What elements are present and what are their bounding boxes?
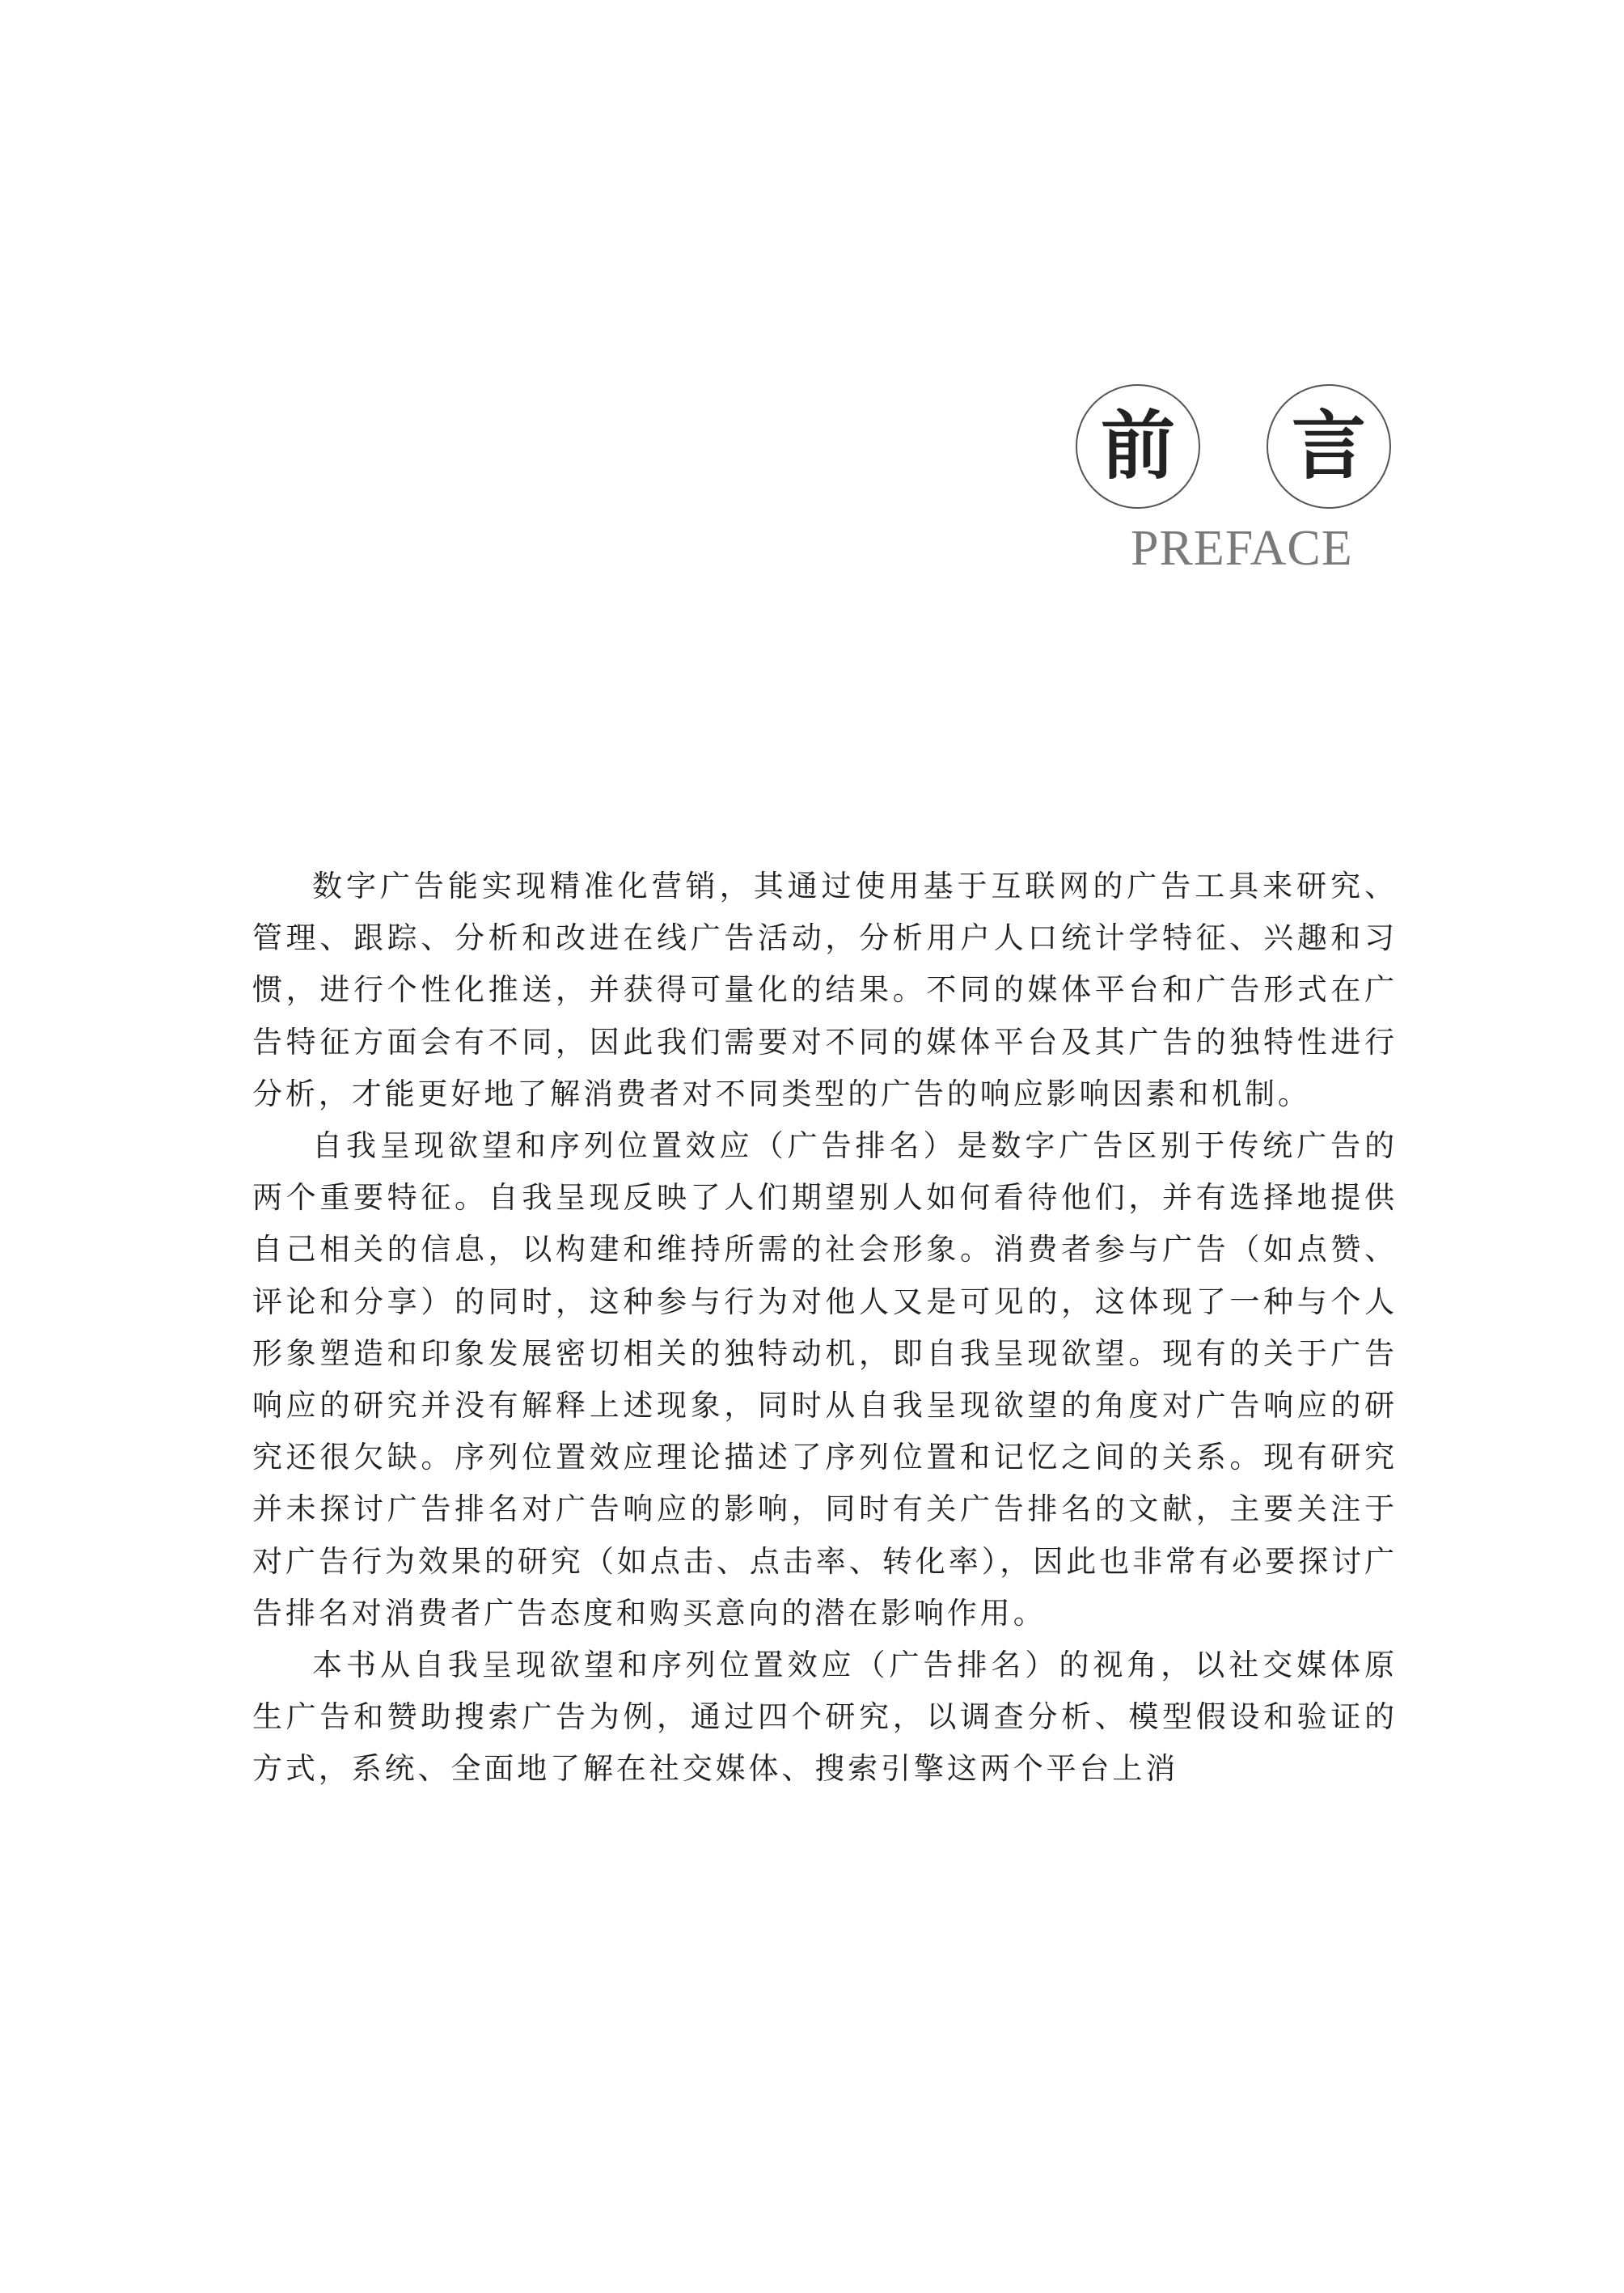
paragraph: 自我呈现欲望和序列位置效应（广告排名）是数字广告区别于传统广告的两个重要特征。自我呈现反映了人们期望别人如何看待他们，并有选择地提供自己相关的信息，以构建和维持所需的社会形象。消费者参与广告（如点赞、评论和分享）的同时，这种参与行为对他人又是可见的，这体现了一种与个人形象塑造和印象发展密切相关的独特动机，即自我呈现欲望。现有的关于广告响应的研究并没有解释上述现象，同时从自我呈现欲望的角度对广告响应的研究还很欠缺。序列位置效应理论描述了序列位置和记忆之间的关系。现有研究并未探讨广告排名对广告响应的影响，同时有关广告排名的文献，主要关注于对广告行为效果的研究（如点击、点击率、转化率），因此也非常有必要探讨广告排名对消费者广告态度和购买意向的潜在影响作用。 xyxy=(252,1128,1398,1631)
preface-heading xyxy=(1076,384,1399,578)
heading-circle-char-1 xyxy=(1076,384,1200,509)
heading-circle-char-2 xyxy=(1267,384,1391,509)
heading-char-1: 前 xyxy=(1100,403,1175,489)
preface-body xyxy=(252,861,1398,1796)
heading-subtitle: PREFACE xyxy=(1131,521,1353,576)
heading-char-2: 言 xyxy=(1291,403,1366,489)
paragraph: 本书从自我呈现欲望和序列位置效应（广告排名）的视角，以社交媒体原生广告和赞助搜索广告为例，通过四个研究，以调查分析、模型假设和验证的方式，系统、全面地了解在社交媒体、搜索引擎这两个平台上消 xyxy=(252,1648,1398,1787)
paragraph: 数字广告能实现精准化营销，其通过使用基于互联网的广告工具来研究、管理、跟踪、分析和改进在线广告活动，分析用户人口统计学特征、兴趣和习惯，进行个性化推送，并获得可量化的结果。不同的媒体平台和广告形式在广告特征方面会有不同，因此我们需要对不同的媒体平台及其广告的独特性进行分析，才能更好地了解消费者对不同类型的广告的响应影响因素和机制。 xyxy=(252,869,1398,1111)
